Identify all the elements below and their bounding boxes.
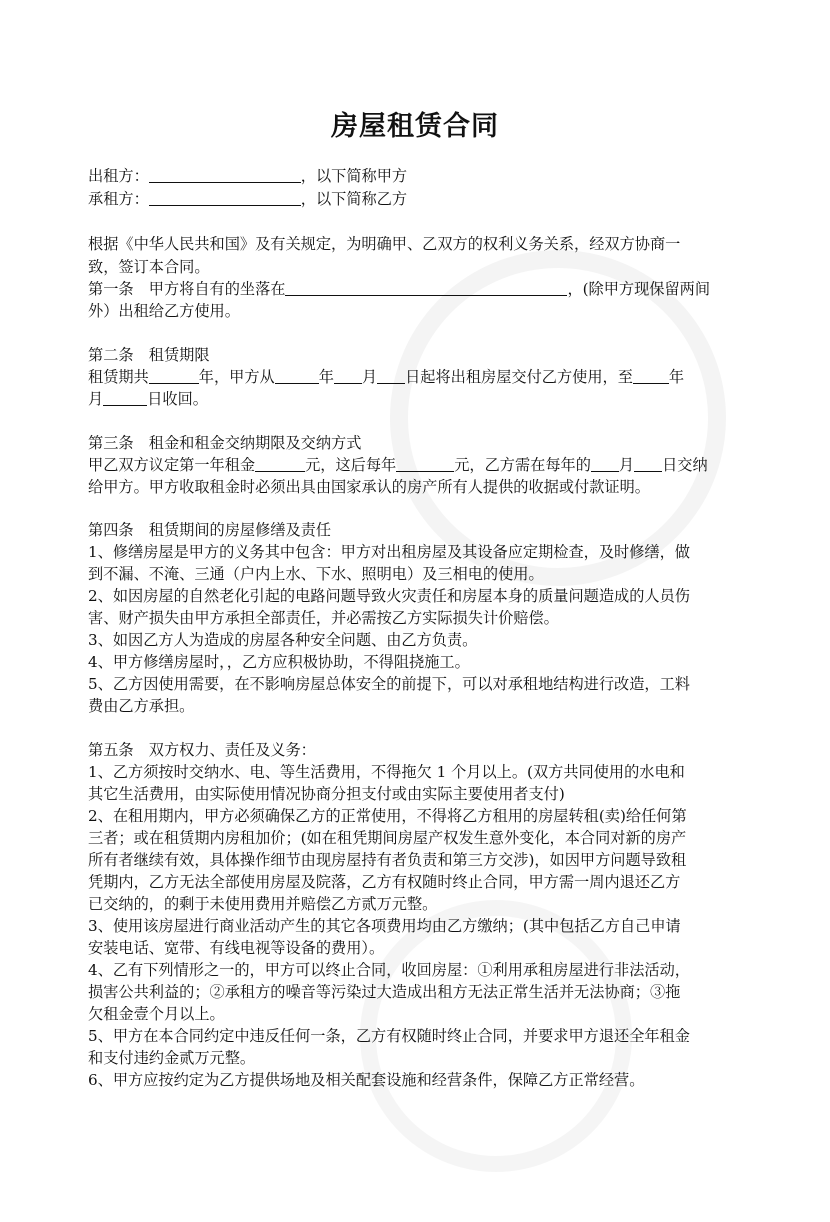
payment-day-blank[interactable] — [634, 457, 662, 472]
art2-text-f: 年 — [668, 368, 685, 386]
article-1-text: 第一条 甲方将自有的坐落在 — [88, 280, 286, 298]
art3-text-d: 月 — [618, 456, 635, 474]
start-month-blank[interactable] — [334, 369, 362, 384]
art3-text-a: 甲乙双方议定第一年租金 — [88, 456, 256, 474]
lessee-label: 承租方： — [88, 190, 149, 208]
article-2-line-1 — [88, 367, 684, 387]
article-3-line-1 — [88, 455, 708, 475]
article-3-heading: 第三条 租金和租金交纳期限及交纳方式 — [88, 434, 362, 452]
art2-text-d: 月 — [361, 368, 378, 386]
article-5-line: 和支付违约金贰万元整。 — [88, 1049, 256, 1067]
property-location-blank[interactable] — [285, 281, 567, 296]
preamble-line-2: 致，签订本合同。 — [88, 258, 210, 276]
art3-text-b: 元，这后每年 — [305, 456, 397, 474]
article-5-line: 6、甲方应按约定为乙方提供场地及相关配套设施和经营条件，保障乙方正常经营。 — [88, 1071, 645, 1089]
article-5-line: 所有者继续有效，具体操作细节由现房屋持有者负责和第三方交涉)，如因甲方问题导致租 — [88, 851, 687, 869]
article-5-line: 4、乙有下列情形之一的，甲方可以终止合同，收回房屋：①利用承租房屋进行非法活动， — [88, 961, 690, 979]
article-4-line: 到不漏、不淹、三通（户内上水、下水、照明电）及三相电的使用。 — [88, 565, 544, 583]
lessor-line — [88, 166, 407, 186]
end-month-blank[interactable] — [103, 391, 147, 406]
article-5-line: 已交纳的，的剩于未使用费用并赔偿乙方贰万元整。 — [88, 895, 438, 913]
article-2-heading: 第二条 租赁期限 — [88, 346, 210, 364]
article-5-line: 欠租金壹个月以上。 — [88, 1005, 225, 1023]
article-5-line: 损害公共利益的；②承租方的噪音等污染过大造成出租方无法正常生活并无法协商；③拖 — [88, 983, 681, 1001]
art2-text-a: 租赁期共 — [88, 368, 149, 386]
article-5-line: 2、在租用期内，甲方必须确保乙方的正常使用，不得将乙方租用的房屋转租(卖)给任何第 — [88, 807, 687, 825]
art2-text-b: 年，甲方从 — [198, 368, 275, 386]
article-1-line-1 — [88, 279, 710, 299]
article-5-line: 凭期内，乙方无法全部使用房屋及院落，乙方有权随时终止合同，甲方需一周内退还乙方 — [88, 873, 681, 891]
art3-text-c: 元，乙方需在每年的 — [454, 456, 591, 474]
lessee-line — [88, 189, 407, 209]
article-5-heading: 第五条 双方权力、责任及义务： — [88, 741, 316, 759]
term-years-blank[interactable] — [149, 369, 199, 384]
article-5-line: 5、甲方在本合同约定中违反任何一条，乙方有权随时终止合同，并要求甲方退还全年租金 — [88, 1027, 690, 1045]
start-year-blank[interactable] — [275, 369, 319, 384]
lessee-blank[interactable] — [149, 191, 301, 206]
article-4-line: 4、甲方修缮房屋时，，乙方应积极协助，不得阻挠施工。 — [88, 653, 470, 671]
art2-text-h: 日收回。 — [147, 390, 208, 408]
document-title: 房屋租赁合同 — [331, 111, 499, 142]
article-5-line: 安装电话、宽带、有线电视等设备的费用）。 — [88, 939, 385, 957]
payment-month-blank[interactable] — [591, 457, 619, 472]
lessor-suffix: ，以下简称甲方 — [300, 167, 408, 185]
lessee-suffix: ，以下简称乙方 — [300, 190, 408, 208]
art2-text-e: 日起将出租房屋交付乙方使用，至 — [405, 368, 633, 386]
art2-text-c: 年 — [318, 368, 334, 386]
art2-text-g: 月 — [88, 390, 104, 408]
annual-rent-blank[interactable] — [396, 457, 454, 472]
article-5-line: 三者；或在租赁期内房租加价；(如在租凭期间房屋产权发生意外变化，本合同对新的房产 — [88, 829, 687, 847]
article-4-line: 1、修缮房屋是甲方的义务其中包含：甲方对出租房屋及其设备应定期检查，及时修缮，做 — [88, 543, 690, 561]
lessor-blank[interactable] — [149, 168, 301, 183]
article-3-line-2: 给甲方。甲方收取租金时必须出具由国家承认的房产所有人提供的收据或付款证明。 — [88, 478, 650, 496]
article-4-line: 3、如因乙方人为造成的房屋各种安全问题、由乙方负责。 — [88, 631, 478, 649]
article-4-line: 费由乙方承担。 — [88, 697, 195, 715]
article-4-line: 5、乙方因使用需要，在不影响房屋总体安全的前提下，可以对承租地结构进行改造，工料 — [88, 675, 690, 693]
preamble-line-1: 根据《中华人民共和国》及有关规定，为明确甲、乙双方的权利义务关系，经双方协商一 — [88, 235, 681, 253]
article-4-line: 2、如因房屋的自然老化引起的电路问题导致火灾责任和房屋本身的质量问题造成的人员伤 — [88, 587, 690, 605]
article-5-line: 1、乙方须按时交纳水、电、等生活费用，不得拖欠 1 个月以上。(双方共同使用的水电和 — [88, 763, 685, 781]
article-4-heading: 第四条 租赁期间的房屋修缮及责任 — [88, 521, 331, 539]
article-2-line-2 — [88, 389, 208, 409]
article-1-line-2: 外）出租给乙方使用。 — [88, 302, 240, 320]
start-day-blank[interactable] — [377, 369, 405, 384]
article-5-line: 3、使用该房屋进行商业活动产生的其它各项费用均由乙方缴纳；(其中包括乙方自己申请 — [88, 917, 681, 935]
lessor-label: 出租方： — [88, 167, 149, 185]
article-5-line: 其它生活费用，由实际使用情况协商分担支付或由实际主要使用者支付) — [88, 785, 565, 803]
first-year-rent-blank[interactable] — [255, 457, 305, 472]
article-4-line: 害、财产损失由甲方承担全部责任，并必需按乙方实际损失计价赔偿。 — [88, 609, 559, 627]
art3-text-e: 日交纳 — [662, 456, 708, 474]
article-1-text-cont: ，(除甲方现保留两间 — [567, 280, 711, 298]
end-year-blank[interactable] — [633, 369, 669, 384]
